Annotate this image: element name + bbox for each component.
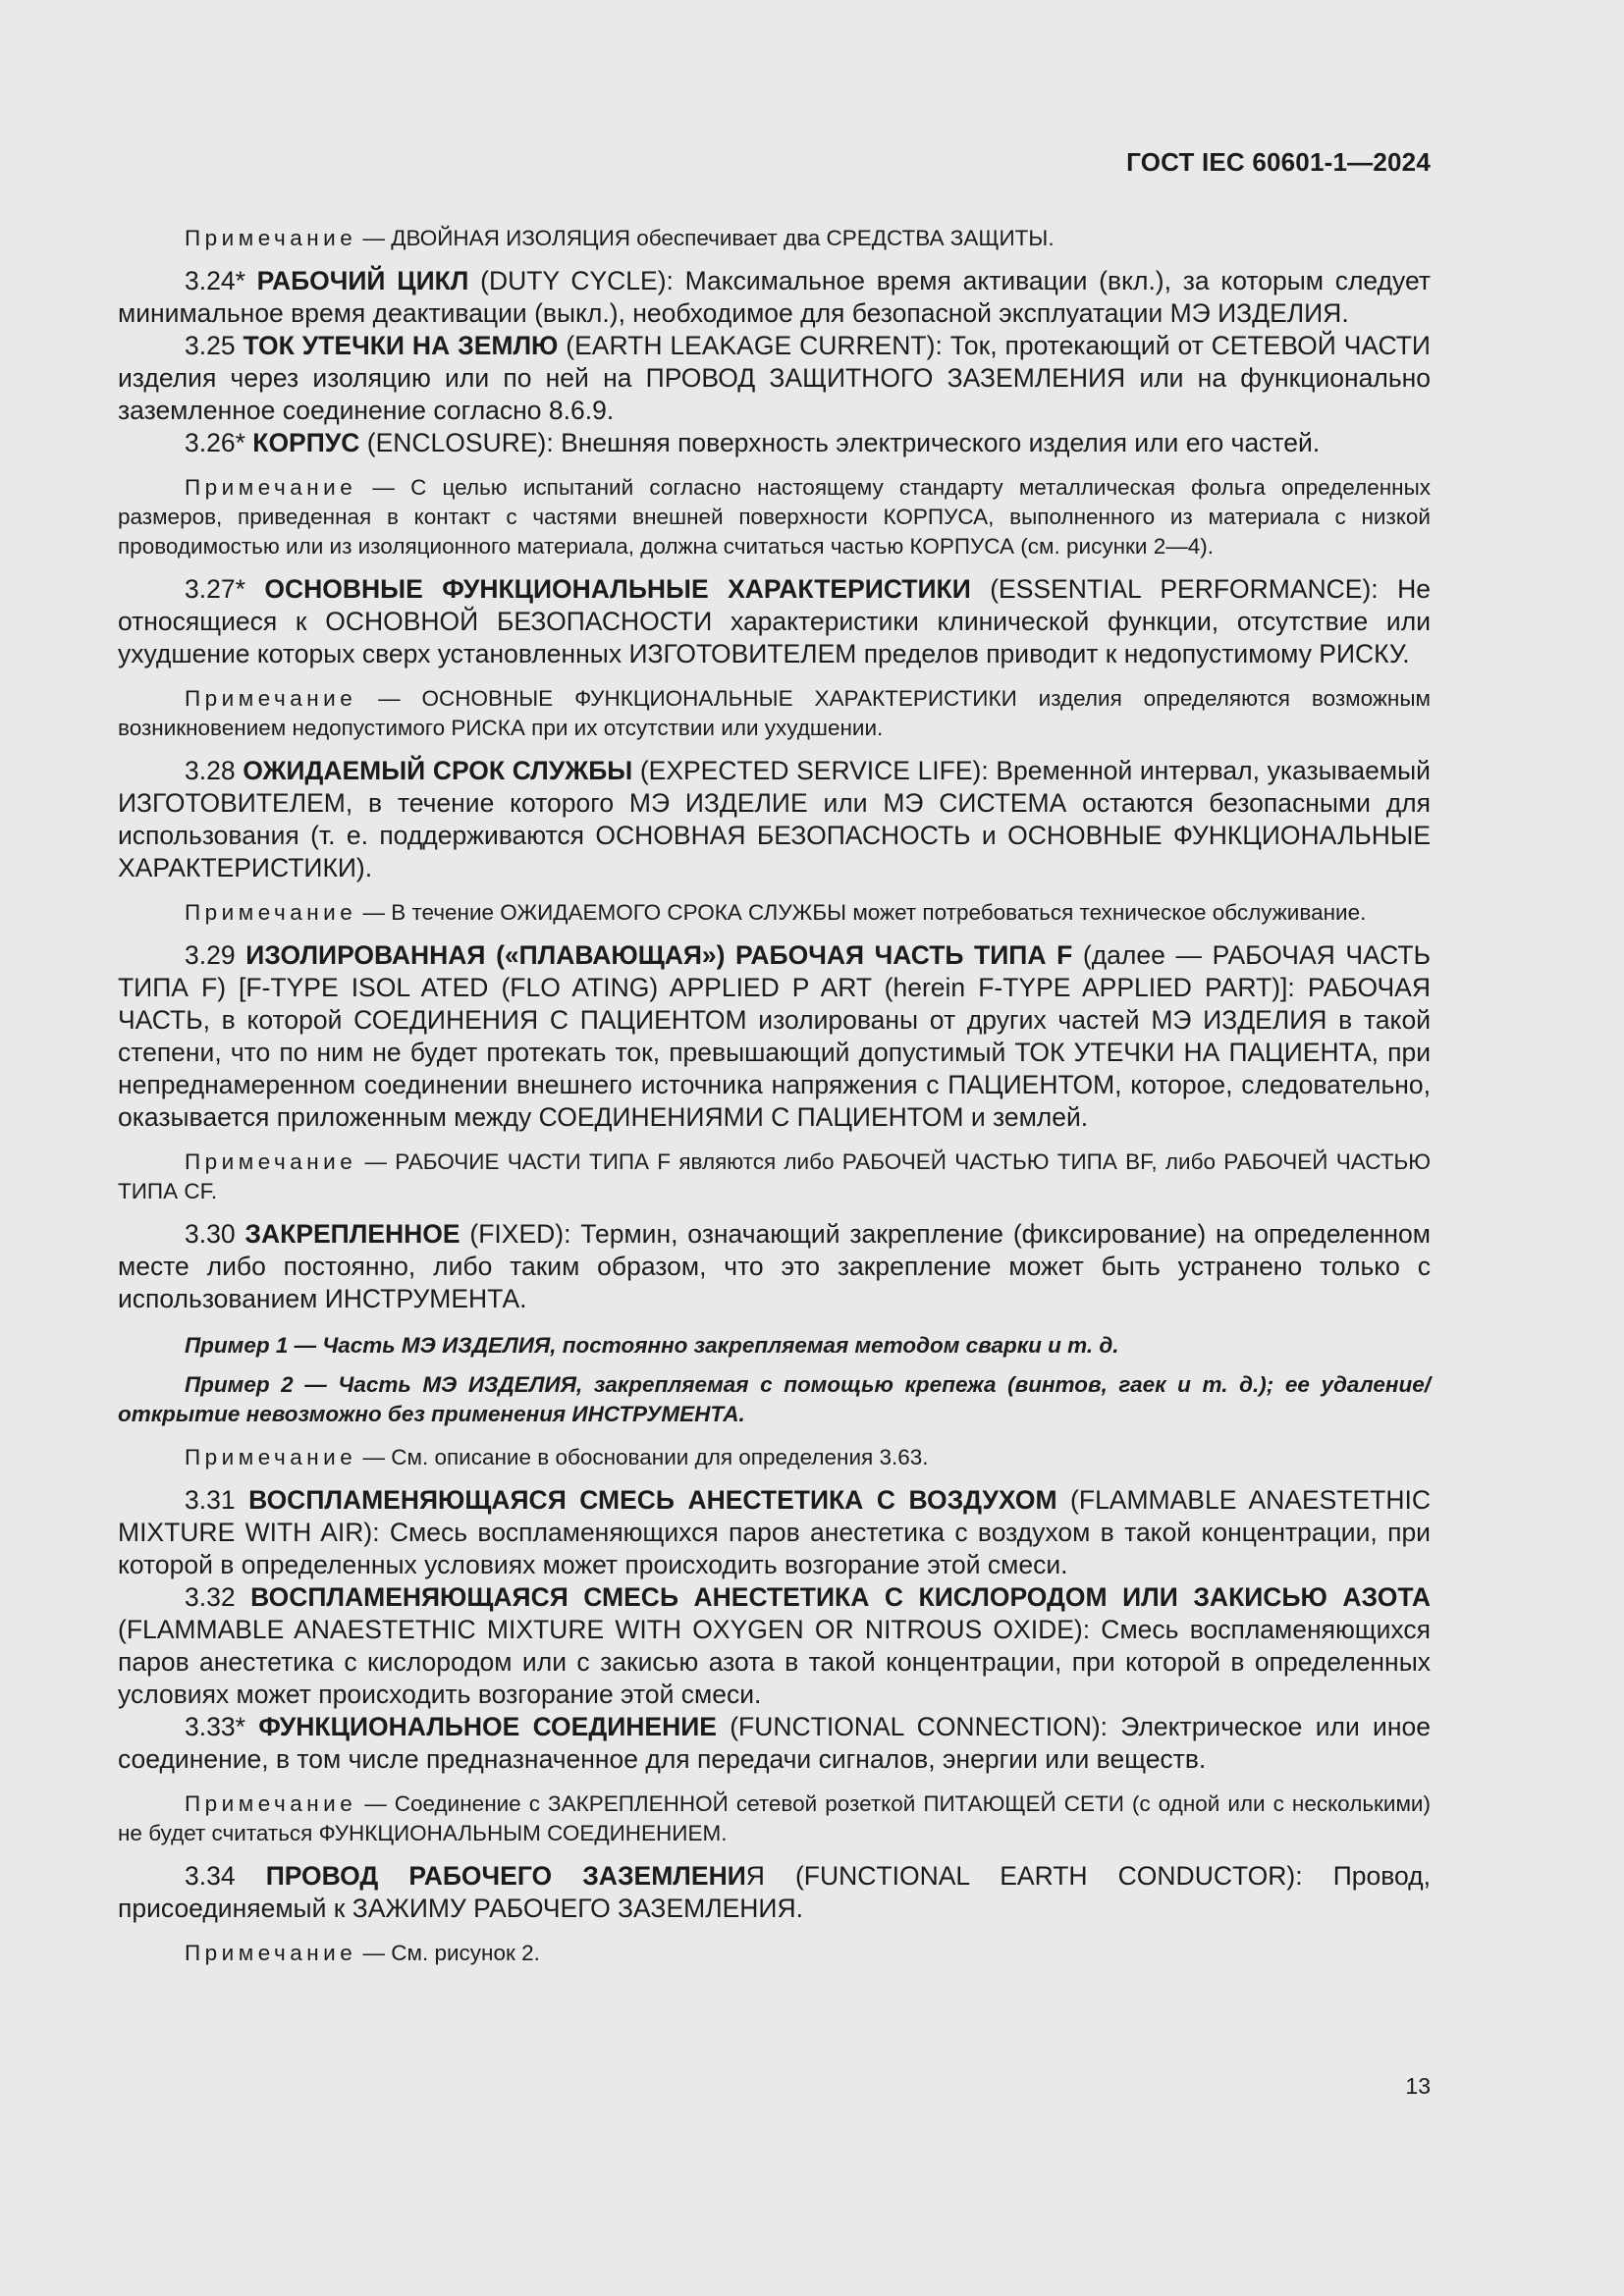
term: ФУНКЦИОНАЛЬНОЕ СОЕДИНЕНИЕ [258, 1712, 717, 1741]
definition-3-31: 3.31 ВОСПЛАМЕНЯЮЩАЯСЯ СМЕСЬ АНЕСТЕТИКА С ВОЗДУХОМ (FLAMMABLE ANAESTETHIC MIXTURE WITH AIR): Смесь воспламеняющихся паров анестетика с воздухом в такой концентрации, при которой в определенных условиях может происходить возгорание этой смеси. [118, 1485, 1431, 1579]
term: ОЖИДАЕМЫЙ СРОК СЛУЖБЫ [243, 756, 633, 785]
note: Примечание — РАБОЧИЕ ЧАСТИ ТИПА F являются либо РАБОЧЕЙ ЧАСТЬЮ ТИПА BF, либо РАБОЧЕЙ ЧАСТЬЮ ТИПА CF. [118, 1149, 1431, 1203]
definition-3-33: 3.33* ФУНКЦИОНАЛЬНОЕ СОЕДИНЕНИЕ (FUNCTIONAL CONNECTION): Электрическое или иное соединение, в том числе предназначенное для передачи сигналов, энергии или веществ. [118, 1712, 1431, 1774]
note-label: Примечание [185, 1445, 357, 1469]
standard-header: ГОСТ IEC 60601-1—2024 [1126, 147, 1431, 177]
page-number: 13 [1405, 2073, 1431, 2099]
term: РАБОЧИЙ ЦИКЛ [256, 266, 469, 295]
definition-3-34: 3.34 ПРОВОД РАБОЧЕГО ЗАЗЕМЛЕНИЯ (FUNCTIONAL EARTH CONDUCTOR): Провод, присоединяемый к ЗАЖИМУ РАБОЧЕГО ЗАЗЕМЛЕНИЯ. [118, 1861, 1431, 1923]
note: Примечание — См. рисунок 2. [185, 1941, 540, 1965]
term: КОРПУС [252, 428, 360, 457]
definition-3-29: 3.29 ИЗОЛИРОВАННАЯ («ПЛАВАЮЩАЯ») РАБОЧАЯ ЧАСТЬ ТИПА F (далее — РАБОЧАЯ ЧАСТЬ ТИПА F) [F-TYPE ISOL ATED (FLO ATING) APPLIED P ART (herein F-TYPE APPLIED PART)]: РАБОЧАЯ ЧАСТЬ, в которой СОЕДИНЕНИЯ С ПАЦИЕНТОМ изолированы от других частей МЭ ИЗДЕЛИЯ в такой степени, что по ним не будет протекать ток, превышающий допустимый ТОК УТЕЧКИ НА ПАЦИЕНТА, при непреднамеренном соединении внешнего источника напряжения с ПАЦИЕНТОМ, которое, следовательно, оказывается приложенным между СОЕДИНЕНИЯМИ С ПАЦИЕНТОМ и землей. [118, 940, 1431, 1132]
note-label: Примечание [185, 1791, 357, 1816]
definition-3-24: 3.24* РАБОЧИЙ ЦИКЛ (DUTY CYCLE): Максимальное время активации (вкл.), за которым следует минимальное время деактивации (выкл.), необходимое для безопасной эксплуатации МЭ ИЗДЕЛИЯ. [118, 266, 1431, 328]
example-2: Пример 2 — Часть МЭ ИЗДЕЛИЯ, закрепляемая с помощью крепежа (винтов, гаек и т. д.); ее удаление/открытие невозможно без применения ИНСТРУМЕНТА. [118, 1372, 1431, 1426]
note: Примечание — В течение ОЖИДАЕМОГО СРОКА СЛУЖБЫ может потребоваться техническое обслуживание. [185, 900, 1367, 925]
page-body [118, 224, 1431, 1980]
term: ВОСПЛАМЕНЯЮЩАЯСЯ СМЕСЬ АНЕСТЕТИКА С КИСЛОРОДОМ ИЛИ ЗАКИСЬЮ АЗОТА [250, 1582, 1431, 1612]
definition-3-26: 3.26* КОРПУС (ENCLOSURE): Внешняя поверхность электрического изделия или его частей. [185, 428, 1321, 457]
note: Примечание — ОСНОВНЫЕ ФУНКЦИОНАЛЬНЫЕ ХАРАКТЕРИСТИКИ изделия определяются возможным возникновением недопустимого РИСКА при их отсутствии или ухудшении. [118, 686, 1431, 740]
term: ОСНОВНЫЕ ФУНКЦИОНАЛЬНЫЕ ХАРАКТЕРИСТИКИ [264, 574, 971, 604]
term: ЗАКРЕПЛЕННОЕ [244, 1219, 460, 1249]
definition-3-25: 3.25 ТОК УТЕЧКИ НА ЗЕМЛЮ (EARTH LEAKAGE CURRENT): Ток, протекающий от СЕТЕВОЙ ЧАСТИ изделия через изоляцию или по ней на ПРОВОД ЗАЩИТНОГО ЗАЗЕМЛЕНИЯ или на функционально заземленное соединение согласно 8.6.9. [118, 331, 1431, 425]
term: ИЗОЛИРОВАННАЯ («ПЛАВАЮЩАЯ») РАБОЧАЯ ЧАСТЬ ТИПА F [245, 940, 1073, 970]
definition-3-28: 3.28 ОЖИДАЕМЫЙ СРОК СЛУЖБЫ (EXPECTED SERVICE LIFE): Временной интервал, указываемый ИЗГОТОВИТЕЛЕМ, в течение которого МЭ ИЗДЕЛИЕ или МЭ СИСТЕМА остаются безопасными для использования (т. е. поддерживаются ОСНОВНАЯ БЕЗОПАСНОСТЬ и ОСНОВНЫЕ ФУНКЦИОНАЛЬНЫЕ ХАРАКТЕРИСТИКИ). [118, 756, 1431, 882]
example-1: Пример 1 — Часть МЭ ИЗДЕЛИЯ, постоянно закрепляемая методом сварки и т. д. [185, 1333, 1119, 1358]
note-label: Примечание [185, 900, 357, 925]
note-label: Примечание [185, 1149, 357, 1174]
note: Примечание — Соединение с ЗАКРЕПЛЕННОЙ сетевой розеткой ПИТАЮЩЕЙ СЕТИ (с одной или с несколькими) не будет считаться ФУНКЦИОНАЛЬНЫМ СОЕДИНЕНИЕМ. [118, 1791, 1431, 1845]
note: Примечание — ДВОЙНАЯ ИЗОЛЯЦИЯ обеспечивает два СРЕДСТВА ЗАЩИТЫ. [185, 226, 1055, 250]
note-label: Примечание [185, 226, 357, 250]
term: ТОК УТЕЧКИ НА ЗЕМЛЮ [243, 331, 559, 360]
note: Примечание — С целью испытаний согласно настоящему стандарту металлическая фольга определенных размеров, приведенная в контакт с частями внешней поверхности КОРПУСА, выполненного из материала с низкой проводимостью или из изоляционного материала, должна считаться частью КОРПУСА (см. рисунки 2—4). [118, 475, 1431, 559]
term: ПРОВОД РАБОЧЕГО ЗАЗЕМЛЕНИ [265, 1861, 746, 1891]
term: ВОСПЛАМЕНЯЮЩАЯСЯ СМЕСЬ АНЕСТЕТИКА С ВОЗДУХОМ [248, 1485, 1057, 1515]
definition-3-27: 3.27* ОСНОВНЫЕ ФУНКЦИОНАЛЬНЫЕ ХАРАКТЕРИСТИКИ (ESSENTIAL PERFORMANCE): Не относящиеся к ОСНОВНОЙ БЕЗОПАСНОСТИ характеристики клинической функции, отсутствие или ухудшение которых сверх установленных ИЗГОТОВИТЕЛЕМ пределов приводит к недопустимому РИСКУ. [118, 574, 1431, 668]
note-label: Примечание [185, 475, 357, 500]
definition-3-32: 3.32 ВОСПЛАМЕНЯЮЩАЯСЯ СМЕСЬ АНЕСТЕТИКА С КИСЛОРОДОМ ИЛИ ЗАКИСЬЮ АЗОТА (FLAMMABLE ANAESTETHIC MIXTURE WITH OXYGEN OR NITROUS OXIDE): Смесь воспламеняющихся паров анестетика с кислородом или с закисью азота в такой концентрации, при которой в определенных условиях может происходить возгорание этой смеси. [118, 1582, 1431, 1709]
note: Примечание — См. описание в обосновании для определения 3.63. [185, 1445, 929, 1469]
note-label: Примечание [185, 686, 357, 711]
note-label: Примечание [185, 1941, 357, 1965]
definition-3-30: 3.30 ЗАКРЕПЛЕННОЕ (FIXED): Термин, означающий закрепление (фиксирование) на определенном месте либо постоянно, либо таким образом, что это закрепление может быть устранено только с использованием ИНСТРУМЕНТА. [118, 1219, 1431, 1313]
